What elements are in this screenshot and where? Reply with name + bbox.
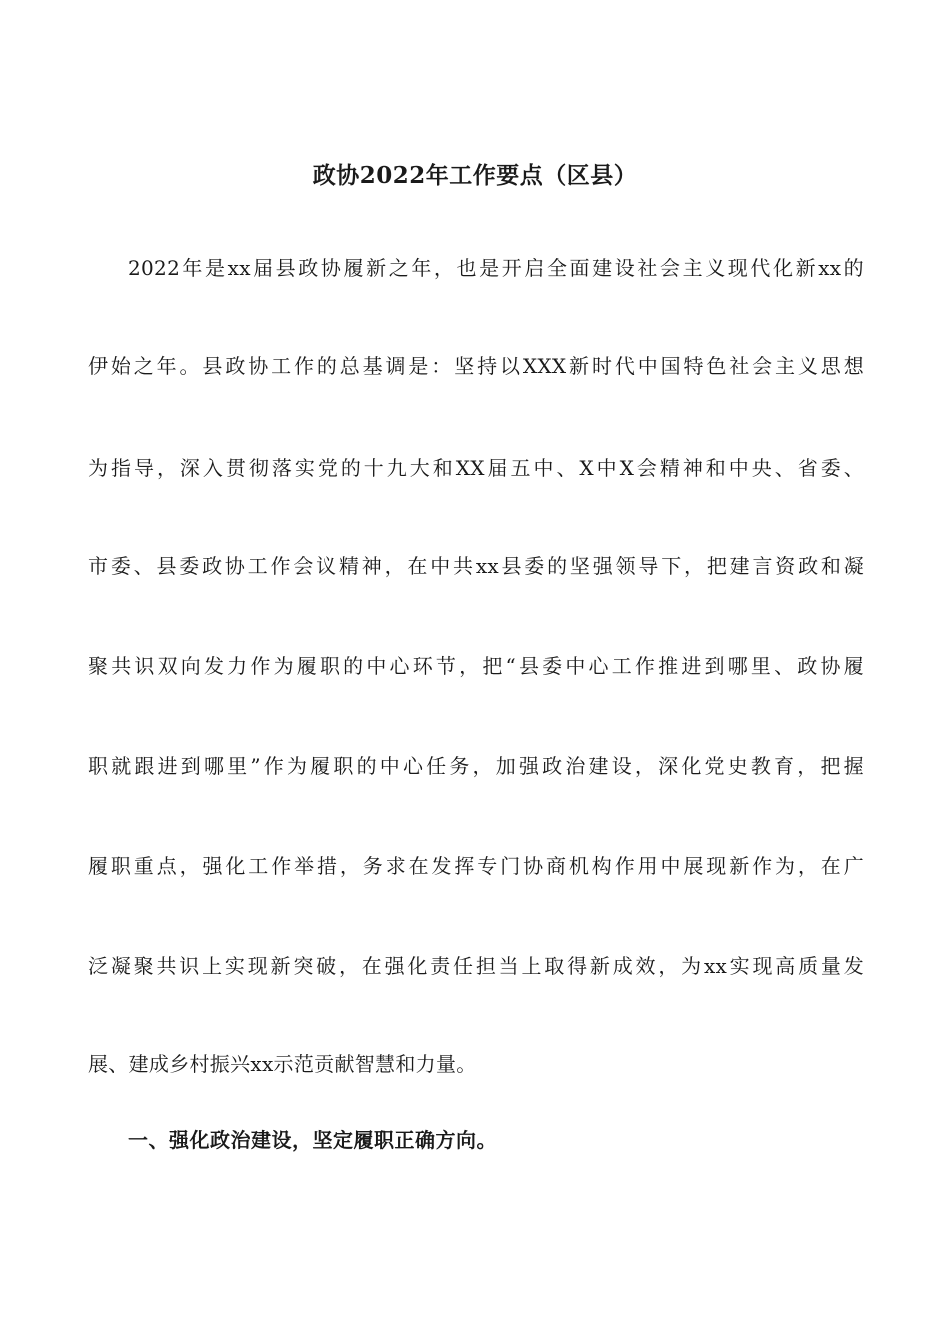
paragraph-line: 职就跟进到哪里”作为履职的中心任务，加强政治建设，深化党史教育，把握 bbox=[88, 754, 864, 778]
paragraph-line: 市委、县委政协工作会议精神，在中共xx县委的坚强领导下，把建言资政和凝 bbox=[88, 554, 864, 578]
paragraph-line: 履职重点，强化工作举措，务求在发挥专门协商机构作用中展现新作为，在广 bbox=[88, 854, 864, 878]
paragraph-line: 泛凝聚共识上实现新突破，在强化责任担当上取得新成效，为xx实现高质量发 bbox=[88, 954, 864, 978]
paragraph-line: 2022年是xx届县政协履新之年，也是开启全面建设社会主义现代化新xx的 bbox=[128, 256, 864, 280]
paragraph-line: 为指导，深入贯彻落实党的十九大和XX届五中、X中X会精神和中央、省委、 bbox=[88, 456, 864, 480]
paragraph-line: 聚共识双向发力作为履职的中心环节，把“县委中心工作推进到哪里、政协履 bbox=[88, 654, 864, 678]
document-title: 政协2022年工作要点（区县） bbox=[312, 162, 638, 189]
paragraph-line: 伊始之年。县政协工作的总基调是：坚持以XXX新时代中国特色社会主义思想 bbox=[88, 354, 864, 378]
paragraph-line: 展、建成乡村振兴xx示范贡献智慧和力量。 bbox=[88, 1052, 477, 1076]
section-heading: 一、强化政治建设，坚定履职正确方向。 bbox=[128, 1128, 497, 1152]
